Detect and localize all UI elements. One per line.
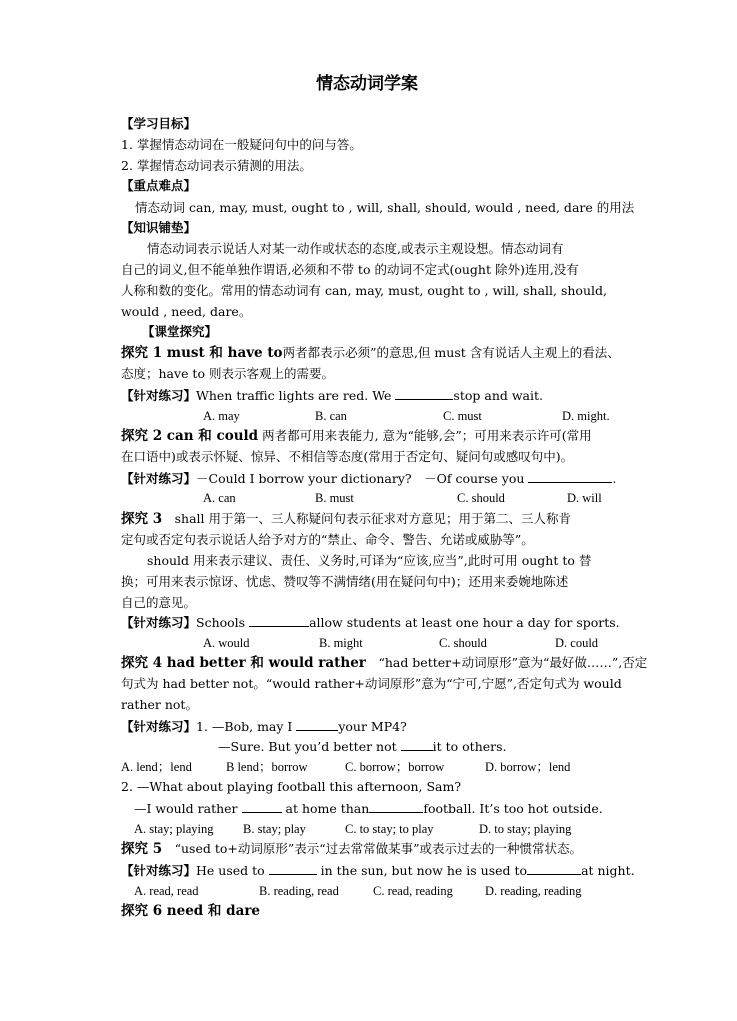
answer-blank — [369, 800, 423, 813]
question-text: －Could I borrow your dictionary? －Of course you — [196, 471, 529, 486]
option: C. borrow；borrow — [345, 760, 445, 774]
explore-2-line — [121, 428, 592, 444]
question-text: Schools — [196, 615, 250, 630]
explore-3-heading: 探究 3 — [121, 511, 163, 527]
option: B lend；borrow — [226, 760, 308, 774]
explore-2-text: 在口语中)或表示怀疑、惊异、不相信等态度(常用于否定句、疑问句或感叹句中)。 — [121, 449, 574, 464]
option: A. would — [203, 636, 250, 650]
answer-blank — [528, 470, 612, 483]
answer-blank — [296, 718, 338, 731]
answer-blank — [242, 800, 282, 813]
practice-label: 【针对练习】 — [121, 719, 197, 734]
question-text — [218, 738, 507, 755]
practice-label: 【针对练习】 — [121, 388, 197, 403]
option: C. should — [457, 491, 505, 505]
practice-question — [121, 718, 407, 735]
explore-3-text: should 用来表示建议、责任、义务时,可译为“应该,应当”,此时可用 ought to 替 — [147, 553, 592, 568]
practice-question — [121, 470, 616, 487]
explore-5-line — [121, 841, 582, 857]
explore-4-text: 句式为 had better not。“would rather+动词原形”意为“宁可,宁愿”,否定句式为 would — [121, 676, 622, 691]
explore-3-text: shall 用于第一、三人称疑问句表示征求对方意见；用于第二、三人称肯 — [174, 511, 571, 526]
option: A. read, read — [134, 884, 199, 898]
knowledge-line: 人称和数的变化。常用的情态动词有 can, may, must, ought to , will, shall, should, — [121, 283, 607, 298]
practice-question — [121, 614, 620, 631]
answer-blank — [269, 862, 317, 875]
practice-label: 【针对练习】 — [121, 615, 197, 630]
option: D. will — [567, 491, 602, 505]
option: D. to stay; playing — [479, 822, 572, 836]
explore-3-text: 自己的意见。 — [121, 595, 197, 610]
explore-1-heading: 探究 1 must 和 have to — [121, 345, 283, 361]
option: B. can — [315, 409, 347, 423]
question-text: at home than — [281, 801, 370, 816]
knowledge-line: 自己的词义,但不能单独作谓语,必须和不带 to 的动词不定式(ought 除外)连用,没有 — [121, 262, 579, 277]
question-text: When traffic lights are red. We — [196, 388, 396, 403]
option: B. stay; play — [243, 822, 306, 836]
option: C. must — [443, 409, 482, 423]
option: D. reading, reading — [485, 884, 582, 898]
explore-2-text: 两者都可用来表能力, 意为“能够,会”；可用来表示许可(常用 — [262, 428, 592, 443]
key-points-text: 情态动词 can, may, must, ought to , will, shall, should, would , need, dare 的用法 — [135, 200, 635, 215]
question-text — [134, 800, 603, 817]
question-text: allow students at least one hour a day for sports. — [309, 615, 620, 630]
question-text: 2. —What about playing football this afternoon, Sam? — [121, 779, 462, 794]
explore-3-line — [121, 511, 571, 527]
knowledge-line: 情态动词表示说话人对某一动作或状态的态度,或表示主观设想。情态动词有 — [147, 241, 564, 256]
option: B. might — [319, 636, 363, 650]
explore-2-heading: 探究 2 can 和 could — [121, 428, 259, 444]
practice-question — [121, 387, 543, 404]
explore-4-text: rather not。 — [121, 697, 198, 712]
key-points-heading: 【重点难点】 — [121, 178, 197, 193]
practice-question — [121, 862, 635, 879]
answer-blank — [401, 738, 433, 751]
option: D. could — [555, 636, 599, 650]
question-text: —Sure. But you’d better not — [218, 739, 401, 754]
question-text: your MP4? — [338, 719, 407, 734]
option: A. lend；lend — [121, 760, 192, 774]
answer-blank — [395, 387, 453, 400]
option: B. reading, read — [259, 884, 339, 898]
option: A. may — [203, 409, 240, 423]
explore-4-line — [121, 655, 647, 671]
question-text: football. It’s too hot outside. — [423, 801, 603, 816]
practice-label: 【针对练习】 — [121, 471, 197, 486]
explore-6-heading: 探究 6 need 和 dare — [121, 903, 261, 919]
option: B. must — [315, 491, 354, 505]
objective-item: 1. 掌握情态动词在一般疑问句中的问与答。 — [121, 137, 362, 152]
answer-blank — [527, 862, 581, 875]
objective-item: 2. 掌握情态动词表示猜测的用法。 — [121, 158, 312, 173]
class-explore-heading: 【课堂探究】 — [142, 324, 218, 339]
option: A. can — [203, 491, 236, 505]
option: C. should — [439, 636, 487, 650]
explore-4-text: “had better+动词原形”意为“最好做……”,否定 — [378, 655, 648, 670]
option: A. stay; playing — [134, 822, 214, 836]
question-text: at night. — [581, 863, 635, 878]
explore-1-text: 两者都表示必须”的意思,但 must 含有说话人主观上的看法、 — [282, 345, 620, 360]
page-title: 情态动词学案 — [316, 74, 418, 94]
explore-6-line — [121, 903, 260, 919]
answer-blank — [249, 614, 309, 627]
question-text: He used to — [196, 863, 269, 878]
explore-1-line — [121, 345, 620, 361]
question-text: . — [612, 471, 617, 486]
question-text: stop and wait. — [453, 388, 543, 403]
knowledge-line: would , need, dare。 — [121, 304, 252, 319]
explore-3-text: 定句或否定句表示说话人给予对方的“禁止、命令、警告、允诺或威胁等”。 — [121, 532, 534, 547]
explore-5-text: “used to+动词原形”表示“过去常常做某事”或表示过去的一种惯常状态。 — [174, 841, 583, 856]
question-text: —I would rather — [134, 801, 242, 816]
explore-3-text: 换；可用来表示惊讶、忧虑、赞叹等不满情绪(用在疑问句中)；还用来委婉地陈述 — [121, 574, 569, 589]
option: D. might. — [562, 409, 610, 423]
explore-5-heading: 探究 5 — [121, 841, 163, 857]
knowledge-heading: 【知识铺垫】 — [121, 220, 197, 235]
practice-label: 【针对练习】 — [121, 863, 197, 878]
option: C. read, reading — [373, 884, 453, 898]
option: D. borrow；lend — [485, 760, 571, 774]
explore-1-text: 态度；have to 则表示客观上的需要。 — [121, 366, 334, 381]
question-text: it to others. — [432, 739, 507, 754]
explore-4-heading: 探究 4 had better 和 would rather — [121, 655, 366, 671]
question-text: in the sun, but now he is used to — [316, 863, 528, 878]
option: C. to stay; to play — [345, 822, 434, 836]
objectives-heading: 【学习目标】 — [121, 116, 197, 131]
question-text: 1. —Bob, may I — [196, 719, 297, 734]
